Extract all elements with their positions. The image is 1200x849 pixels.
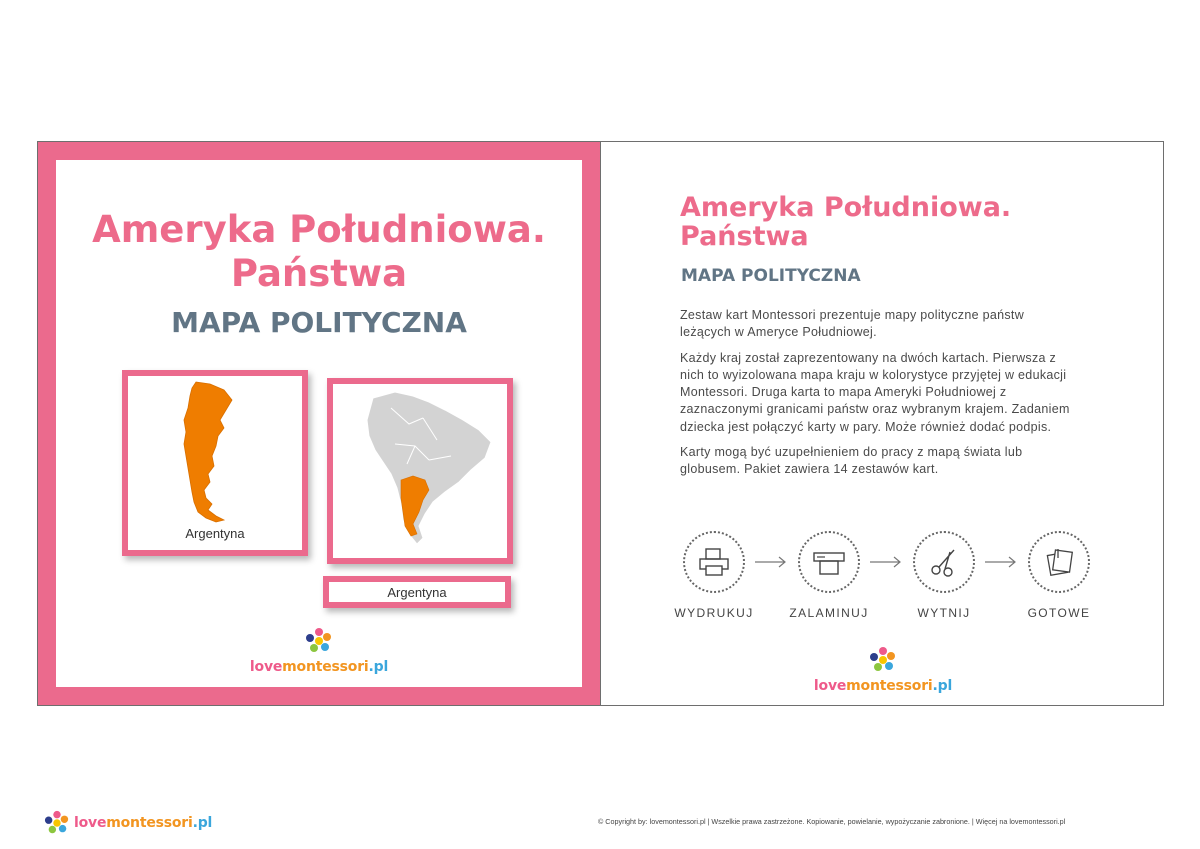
cover-subtitle: MAPA POLITYCZNA — [171, 306, 467, 339]
cover-title-line1: Ameryka Południowa. — [92, 208, 546, 251]
step-print: WYDRUKUJ — [669, 531, 759, 620]
laminator-icon — [811, 547, 847, 577]
description-body — [680, 307, 1075, 487]
paragraph: Zestaw kart Montessori prezentuje mapy polityczne państw leżących w Ameryce Południowej. — [680, 308, 1025, 340]
cover-logo — [236, 627, 402, 675]
step-laminate: ZALAMINUJ — [784, 531, 874, 620]
paragraph: Każdy kraj został zaprezentowany na dwóch kartach. Pierwsza z nich to wyizolowana mapa kraju w kolorystyce przyjętej w edukacji Montessori. Druga karta to mapa Ameryki Południowej z zaznaczonymi granicami państw oraz wybranym krajem. Zadaniem dziecka jest połączyć karty w pary. Może również dodać podpis. — [680, 350, 1070, 434]
description-logo-text: lovemontessori.pl — [813, 678, 953, 694]
flower-logo-icon — [305, 627, 333, 655]
panel-divider — [600, 142, 601, 705]
footer-copyright: © Copyright by: lovemontessori.pl | Wszelkie prawa zastrzeżone. Kopiowanie, powielanie, wypożyczanie zabronione. | Więcej na lovemontessori.pl — [598, 817, 1066, 826]
cover-title-line2: Państwa — [230, 252, 408, 295]
cover-logo-text: lovemontessori.pl — [249, 659, 389, 675]
label-strip-card — [323, 576, 511, 608]
step-done: GOTOWE — [1014, 531, 1104, 620]
printer-icon — [697, 547, 731, 577]
label-strip-text: Argentyna — [387, 585, 447, 600]
scissors-icon — [928, 546, 960, 578]
argentina-map-icon — [128, 376, 302, 550]
country-card — [122, 370, 308, 556]
continent-card — [327, 378, 513, 564]
flower-logo-icon — [869, 646, 897, 674]
country-card-label: Argentyna — [185, 526, 245, 541]
south-america-map-icon — [333, 384, 507, 558]
cover-inner — [56, 160, 582, 687]
step-cut: WYTNIJ — [899, 531, 989, 620]
cover-panel — [38, 142, 600, 705]
documents-icon — [1043, 546, 1075, 578]
description-title: Ameryka Południowa. Państwa — [680, 192, 1012, 252]
footer-logo[interactable] — [44, 810, 212, 836]
description-subtitle: MAPA POLITYCZNA — [681, 266, 861, 286]
paragraph: Karty mogą być uzupełnieniem do pracy z mapą świata lub globusem. Pakiet zawiera 14 zestawów kart. — [680, 445, 1023, 477]
description-logo — [800, 646, 966, 694]
flower-logo-icon — [44, 810, 70, 836]
footer-logo-text: lovemontessori.pl — [74, 815, 213, 831]
